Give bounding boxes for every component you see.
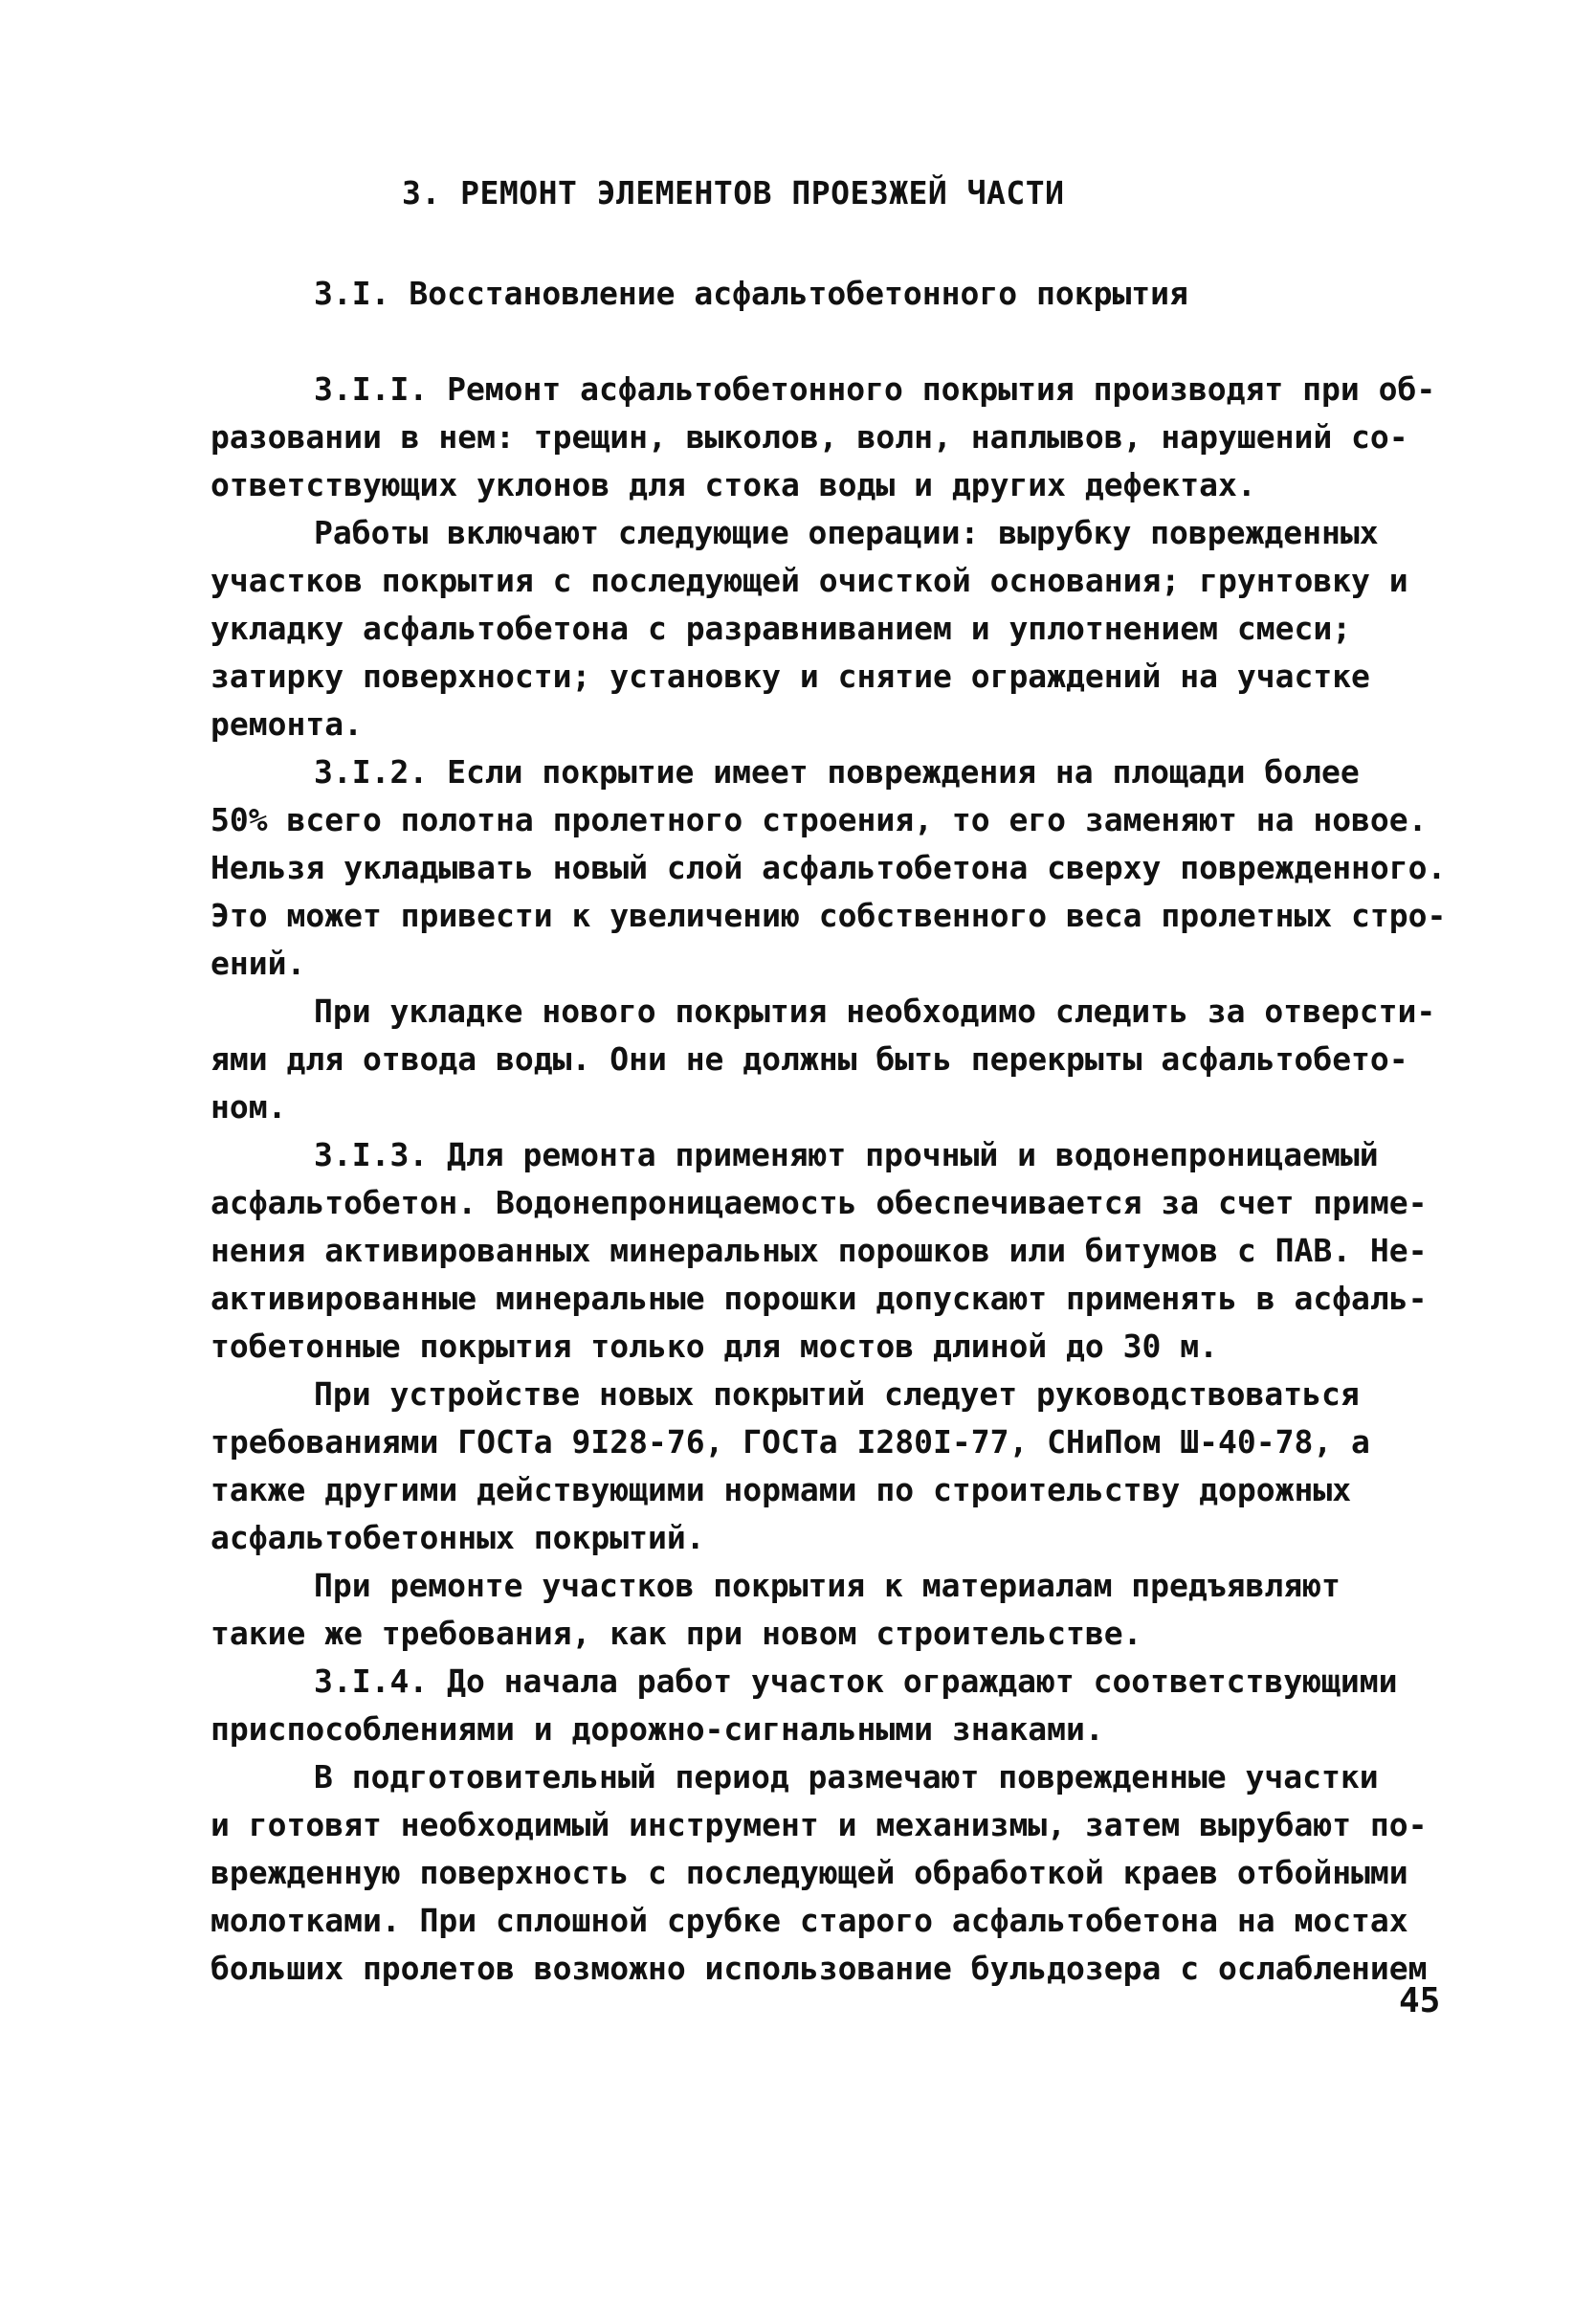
text-line: затирку поверхности; установку и снятие ограждений на участке xyxy=(211,658,1370,695)
page-number: 45 xyxy=(1399,1981,1441,2020)
text-line: ремонта. xyxy=(211,705,363,743)
text-line: также другими действующими нормами по строительству дорожных xyxy=(211,1471,1352,1508)
text-line: 50% всего полотна пролетного строения, то его заменяют на новое. xyxy=(211,801,1428,838)
text-line: асфальтобетон. Водонепроницаемость обеспечивается за счет приме- xyxy=(211,1184,1428,1221)
text-line: При ремонте участков покрытия к материалам предъявляют xyxy=(314,1567,1341,1604)
text-line: приспособлениями и дорожно-сигнальными знаками. xyxy=(211,1710,1104,1748)
text-line: ответствующих уклонов для стока воды и других дефектах. xyxy=(211,466,1256,503)
text-line: активированные минеральные порошки допускают применять в асфаль- xyxy=(211,1280,1428,1317)
text-line: тобетонные покрытия только для мостов длиной до 30 м. xyxy=(211,1327,1218,1365)
text-line: Это может привести к увеличению собственного веса пролетных стро- xyxy=(211,897,1447,934)
text-line: Работы включают следующие операции: вырубку поврежденных xyxy=(314,514,1379,551)
section-title: 3.I. Восстановление асфальтобетонного покрытия xyxy=(314,275,1188,312)
text-line: укладку асфальтобетона с разравниванием и уплотнением смеси; xyxy=(211,610,1352,647)
text-line: При устройстве новых покрытий следует руководствоваться xyxy=(314,1375,1360,1413)
text-line: молотками. При сплошной срубке старого асфальтобетона на мостах xyxy=(211,1902,1408,1939)
text-line: Нельзя укладывать новый слой асфальтобетона сверху поврежденного. xyxy=(211,849,1447,886)
text-line: и готовят необходимый инструмент и механизмы, затем вырубают по- xyxy=(211,1806,1428,1843)
text-line: В подготовительный период размечают поврежденные участки xyxy=(314,1758,1379,1796)
text-line: При укладке нового покрытия необходимо следить за отверсти- xyxy=(314,993,1436,1030)
text-line: 3.I.3. Для ремонта применяют прочный и водонепроницаемый xyxy=(314,1136,1379,1173)
text-line: больших пролетов возможно использование бульдозера с ослаблением xyxy=(211,1950,1428,1987)
text-line: 3.I.I. Ремонт асфальтобетонного покрытия производят при об- xyxy=(314,370,1436,408)
text-line: 3.I.4. До начала работ участок ограждают соответствующими xyxy=(314,1662,1398,1700)
text-line: нения активированных минеральных порошков или битумов с ПАВ. Не- xyxy=(211,1232,1428,1269)
text-line: участков покрытия с последующей очисткой основания; грунтовку и xyxy=(211,562,1408,599)
text-line: такие же требования, как при новом строительстве. xyxy=(211,1615,1142,1652)
text-line: ями для отвода воды. Они не должны быть перекрыты асфальтобето- xyxy=(211,1040,1408,1078)
text-line: асфальтобетонных покрытий. xyxy=(211,1519,705,1556)
text-line: ном. xyxy=(211,1088,287,1126)
text-line: разовании в нем: трещин, выколов, волн, наплывов, нарушений со- xyxy=(211,418,1408,456)
chapter-title: 3. РЕМОНТ ЭЛЕМЕНТОВ ПРОЕЗЖЕЙ ЧАСТИ xyxy=(402,174,1065,212)
text-line: ений. xyxy=(211,945,306,982)
text-line: требованиями ГОСТа 9I28-76, ГОСТа I280I-77, СНиПом Ш-40-78, а xyxy=(211,1423,1370,1461)
text-line: 3.I.2. Если покрытие имеет повреждения на площади более xyxy=(314,753,1360,791)
text-line: врежденную поверхность с последующей обработкой краев отбойными xyxy=(211,1854,1408,1891)
